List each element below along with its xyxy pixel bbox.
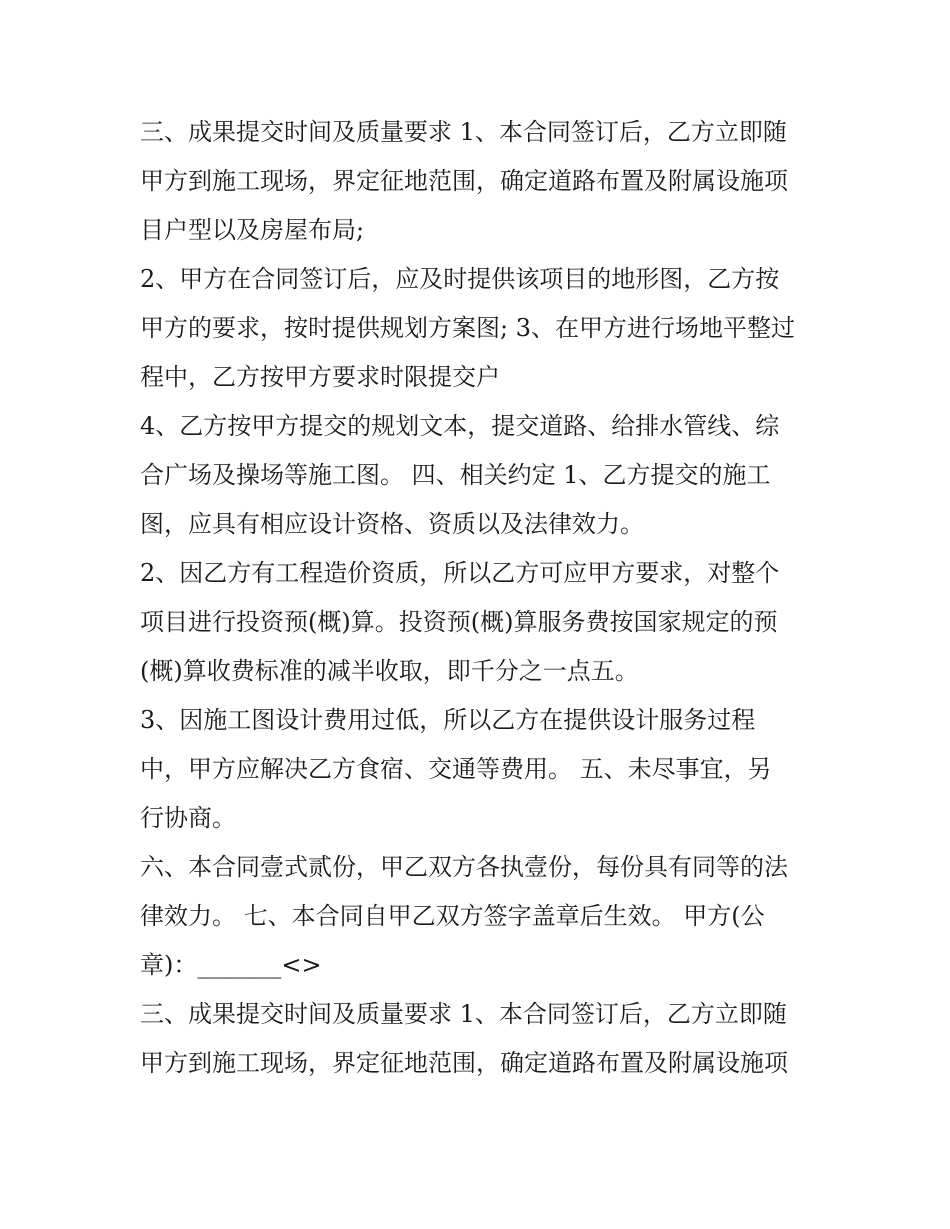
text-line: 三、成果提交时间及质量要求 1、本合同签订后，乙方立即随 (140, 1000, 787, 1028)
text-line: 2、甲方在合同签订后，应及时提供该项目的地形图，乙方按 (140, 265, 780, 293)
text-line: 律效力。 七、本合同自甲乙双方签字盖章后生效。 甲方(公 (140, 902, 765, 930)
paragraph-results-submission (140, 108, 820, 255)
text-line: 合广场及操场等施工图。 四、相关约定 1、乙方提交的施工 (140, 461, 771, 489)
paragraph-cost-qualification (140, 549, 820, 696)
text-line: 目户型以及房屋布局; (140, 216, 365, 244)
text-line: 3、因施工图设计费用过低，所以乙方在提供设计服务过程 (140, 706, 756, 734)
contract-body (140, 108, 820, 1088)
text-line: 行协商。 (140, 804, 236, 832)
text-line: 章)：_______<> (140, 951, 322, 979)
text-line: (概)算收费标准的减半收取，即千分之一点五。 (140, 657, 639, 685)
text-line: 4、乙方按甲方提交的规划文本，提交道路、给排水管线、综 (140, 412, 780, 440)
text-line: 甲方的要求，按时提供规划方案图; 3、在甲方进行场地平整过 (140, 314, 795, 342)
text-line: 六、本合同壹式贰份，甲乙双方各执壹份，每份具有同等的法 (140, 853, 788, 881)
paragraph-item-4 (140, 402, 820, 549)
text-line: 三、成果提交时间及质量要求 1、本合同签订后，乙方立即随 (140, 118, 787, 146)
text-line: 程中，乙方按甲方要求时限提交户 (140, 363, 500, 391)
text-line: 2、因乙方有工程造价资质，所以乙方可应甲方要求，对整个 (140, 559, 780, 587)
text-line: 中，甲方应解决乙方食宿、交通等费用。 五、未尽事宜，另 (140, 755, 772, 783)
text-line: 甲方到施工现场，界定征地范围，确定道路布置及附属设施项 (140, 167, 788, 195)
paragraph-results-submission-repeat (140, 990, 820, 1088)
text-line: 项目进行投资预(概)算。投资预(概)算服务费按国家规定的预 (140, 608, 778, 636)
paragraph-low-design-fee (140, 696, 820, 843)
text-line: 图，应具有相应设计资格、资质以及法律效力。 (140, 510, 644, 538)
paragraph-copies-and-effect (140, 843, 820, 990)
text-line: 甲方到施工现场，界定征地范围，确定道路布置及附属设施项 (140, 1049, 788, 1077)
paragraph-item-2 (140, 255, 820, 402)
